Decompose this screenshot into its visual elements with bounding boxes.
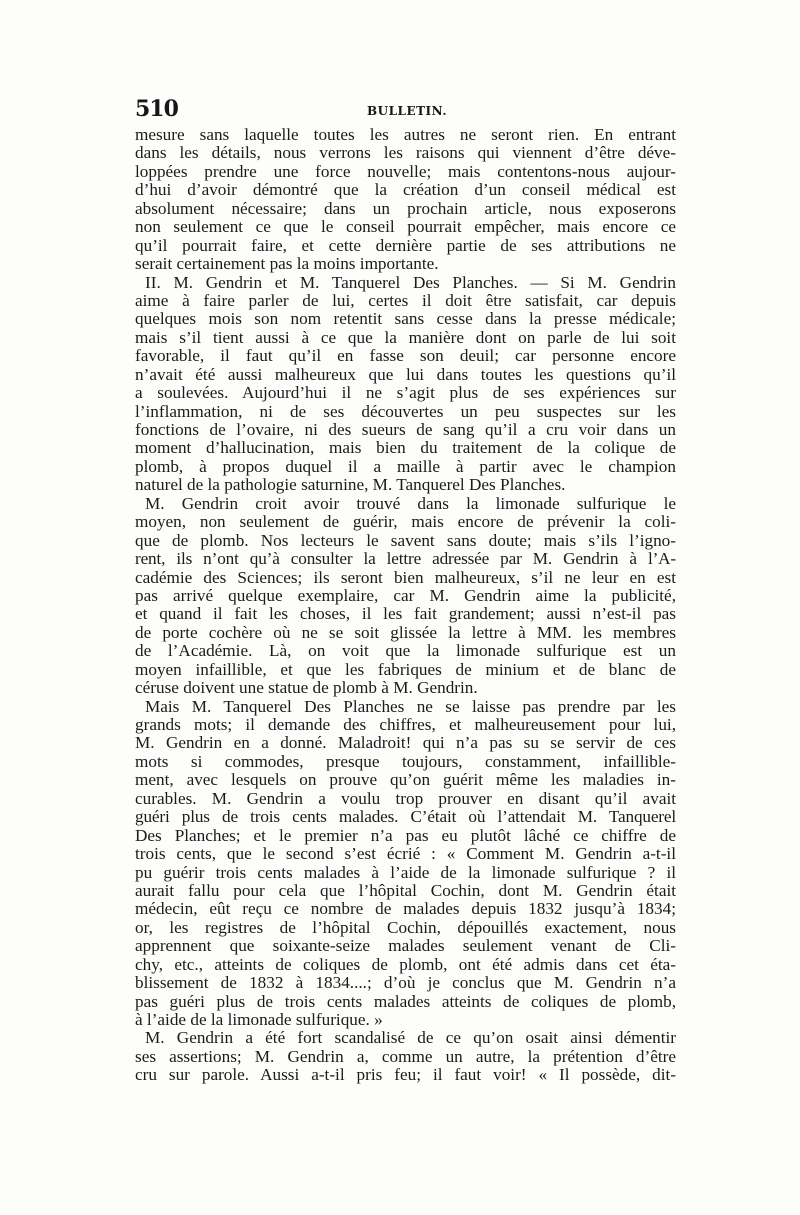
text-line: chy, etc., atteints de coliques de plomb, ont été admis dans cet éta- <box>135 954 676 974</box>
text-line: plomb, à propos duquel il a maille à partir avec le champion <box>135 456 676 476</box>
text-line: apprennent que soixante-seize malades seulement venant de Cli- <box>135 936 676 956</box>
text-line: dans les détails, nous verrons les raisons qui viennent d’être déve- <box>135 143 676 163</box>
text-line: moment d’hallucination, mais bien du traitement de la colique de <box>135 438 676 458</box>
text-line: quelques mois son nom retentit sans cesse dans la presse médicale; <box>135 309 676 329</box>
text-line: serait certainement pas la moins importante. <box>135 254 439 274</box>
text-line: a soulevées. Aujourd’hui il ne s’agit plus de ses expériences sur <box>135 383 676 403</box>
text-line: cru sur parole. Aussi a-t-il pris feu; il faut voir! « Il possède, dit- <box>135 1065 676 1085</box>
text-line: Mais M. Tanquerel Des Planches ne se laisse pas prendre par les <box>145 696 676 716</box>
text-line: fonctions de l’ovaire, ni des sueurs de sang qu’il a cru voir dans un <box>135 420 676 439</box>
text-line: mesure sans laquelle toutes les autres ne seront rien. En entrant <box>135 125 676 144</box>
text-line: et quand il fait les choses, il les fait grandement; aussi n’est-il pas <box>135 604 676 624</box>
text-line: pas arrivé quelque exemplaire, car M. Gendrin aime la publicité, <box>135 585 676 605</box>
text-line: loppées prendre une force nouvelle; mais contentons-nous aujour- <box>135 161 676 181</box>
body-text <box>135 126 676 1085</box>
text-line: pas guéri plus de trois cents malades atteints de coliques de plomb, <box>135 991 676 1011</box>
text-line: mais s’il tient aussi à ce que la manière dont on parle de lui soit <box>135 327 676 347</box>
text-line: moyen infaillible, et que les fabriques de minium et de blanc de <box>135 659 676 679</box>
text-line: Des Planches; et le premier n’a pas eu plutôt lâché ce chiffre de <box>135 825 676 845</box>
text-line: cadémie des Sciences; ils seront bien malheureux, s’il ne leur en est <box>135 567 676 587</box>
text-line: de l’Académie. Là, on voit que la limonade sulfurique est un <box>135 641 676 661</box>
text-line: M. Gendrin croit avoir trouvé dans la limonade sulfurique le <box>145 493 676 513</box>
text-line: médecin, eût reçu ce nombre de malades depuis 1832 jusqu’à 1834; <box>135 899 676 919</box>
page-header <box>135 96 675 126</box>
text-line: pu guérir trois cents malades à l’aide de la limonade sulfurique ? il <box>135 862 676 882</box>
text-line: moyen, non seulement de guérir, mais encore de prévenir la coli- <box>135 512 676 532</box>
text-line: trois cents, que le second s’est écrié : « Comment M. Gendrin a-t-il <box>135 844 676 864</box>
text-line: ses assertions; M. Gendrin a, comme un autre, la prétention d’être <box>135 1046 676 1066</box>
text-line: II. M. Gendrin et M. Tanquerel Des Planches. — Si M. Gendrin <box>145 272 676 292</box>
text-line: or, les registres de l’hôpital Cochin, dépouillés exactement, nous <box>135 917 676 937</box>
text-line: aime à faire parler de lui, certes il doit être satisfait, car depuis <box>135 290 676 310</box>
text-line: de porte cochère où ne se soit glissée la lettre à MM. les membres <box>135 622 676 642</box>
page-number: 510 <box>135 96 178 122</box>
text-line: grands mots; il demande des chiffres, et malheureusement pour lui, <box>135 715 676 734</box>
text-line: n’avait été aussi malheureux que lui dans toutes les questions qu’il <box>135 364 676 384</box>
text-line: M. Gendrin a été fort scandalisé de ce qu’on osait ainsi démentir <box>145 1028 676 1048</box>
text-line: M. Gendrin en a donné. Maladroit! qui n’a pas su se servir de ces <box>135 733 676 753</box>
text-line: non seulement ce que le conseil pourrait empêcher, mais encore ce <box>135 217 676 237</box>
text-line: qu’il pourrait faire, et cette dernière partie de ses attributions ne <box>135 235 676 255</box>
text-line: d’hui d’avoir démontré que la création d’un conseil médical est <box>135 180 676 200</box>
text-line: favorable, il faut qu’il en fasse son deuil; car personne encore <box>135 346 676 366</box>
running-head: BULLETIN. <box>367 104 448 118</box>
text-line: l’inflammation, ni de ses découvertes un peu suspectes sur les <box>135 401 676 421</box>
text-line: mots si commodes, presque toujours, constamment, infaillible- <box>135 751 676 771</box>
text-line: à l’aide de la limonade sulfurique. » <box>135 1010 383 1029</box>
text-line: blissement de 1832 à 1834....; d’où je conclus que M. Gendrin n’a <box>135 973 676 993</box>
text-line: absolument nécessaire; dans un prochain article, nous exposerons <box>135 198 676 218</box>
text-line: naturel de la pathologie saturnine, M. Tanquerel Des Planches. <box>135 475 566 495</box>
text-line: rent, ils n’ont qu’à consulter la lettre adressée par M. Gendrin à l’A- <box>135 549 676 569</box>
text-line: céruse doivent une statue de plomb à M. Gendrin. <box>135 678 478 698</box>
text-line: que de plomb. Nos lecteurs le savent sans doute; mais s’ils l’igno- <box>135 530 676 550</box>
text-line: aurait fallu pour cela que l’hôpital Cochin, dont M. Gendrin était <box>135 880 676 900</box>
text-line: ment, avec lesquels on prouve qu’on guérit même les maladies in- <box>135 770 676 790</box>
text-line: guéri plus de trois cents malades. C’était où l’attendait M. Tanquerel <box>135 807 676 827</box>
text-line: curables. M. Gendrin a voulu trop prouver en disant qu’il avait <box>135 788 676 808</box>
